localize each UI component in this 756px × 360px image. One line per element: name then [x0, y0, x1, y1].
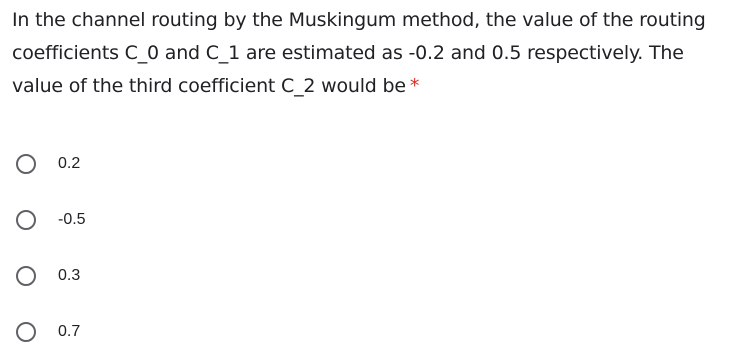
- radio-button-icon[interactable]: [16, 210, 36, 230]
- option-label: 0.7: [58, 323, 81, 340]
- radio-button-icon[interactable]: [16, 154, 36, 174]
- option-minus-0-5[interactable]: [16, 192, 416, 248]
- radio-button-icon[interactable]: [16, 322, 36, 342]
- option-0-7[interactable]: [16, 304, 416, 360]
- option-label: 0.3: [58, 267, 81, 284]
- required-marker: *: [409, 75, 420, 97]
- option-0-3[interactable]: [16, 248, 416, 304]
- radio-button-icon[interactable]: [16, 266, 36, 286]
- options-group: [16, 136, 416, 360]
- question-line-3-text: value of the third coefficient C_2 would be: [12, 75, 406, 97]
- question-line-3: [12, 70, 752, 103]
- option-label: -0.5: [58, 211, 86, 228]
- option-label: 0.2: [58, 155, 81, 172]
- option-0-2[interactable]: [16, 136, 416, 192]
- question-line-1: In the channel routing by the Muskingum method, the value of the routing: [12, 9, 706, 31]
- question-text: [12, 4, 752, 103]
- question-line-2: coefficients C_0 and C_1 are estimated as -0.2 and 0.5 respectively. The: [12, 42, 684, 64]
